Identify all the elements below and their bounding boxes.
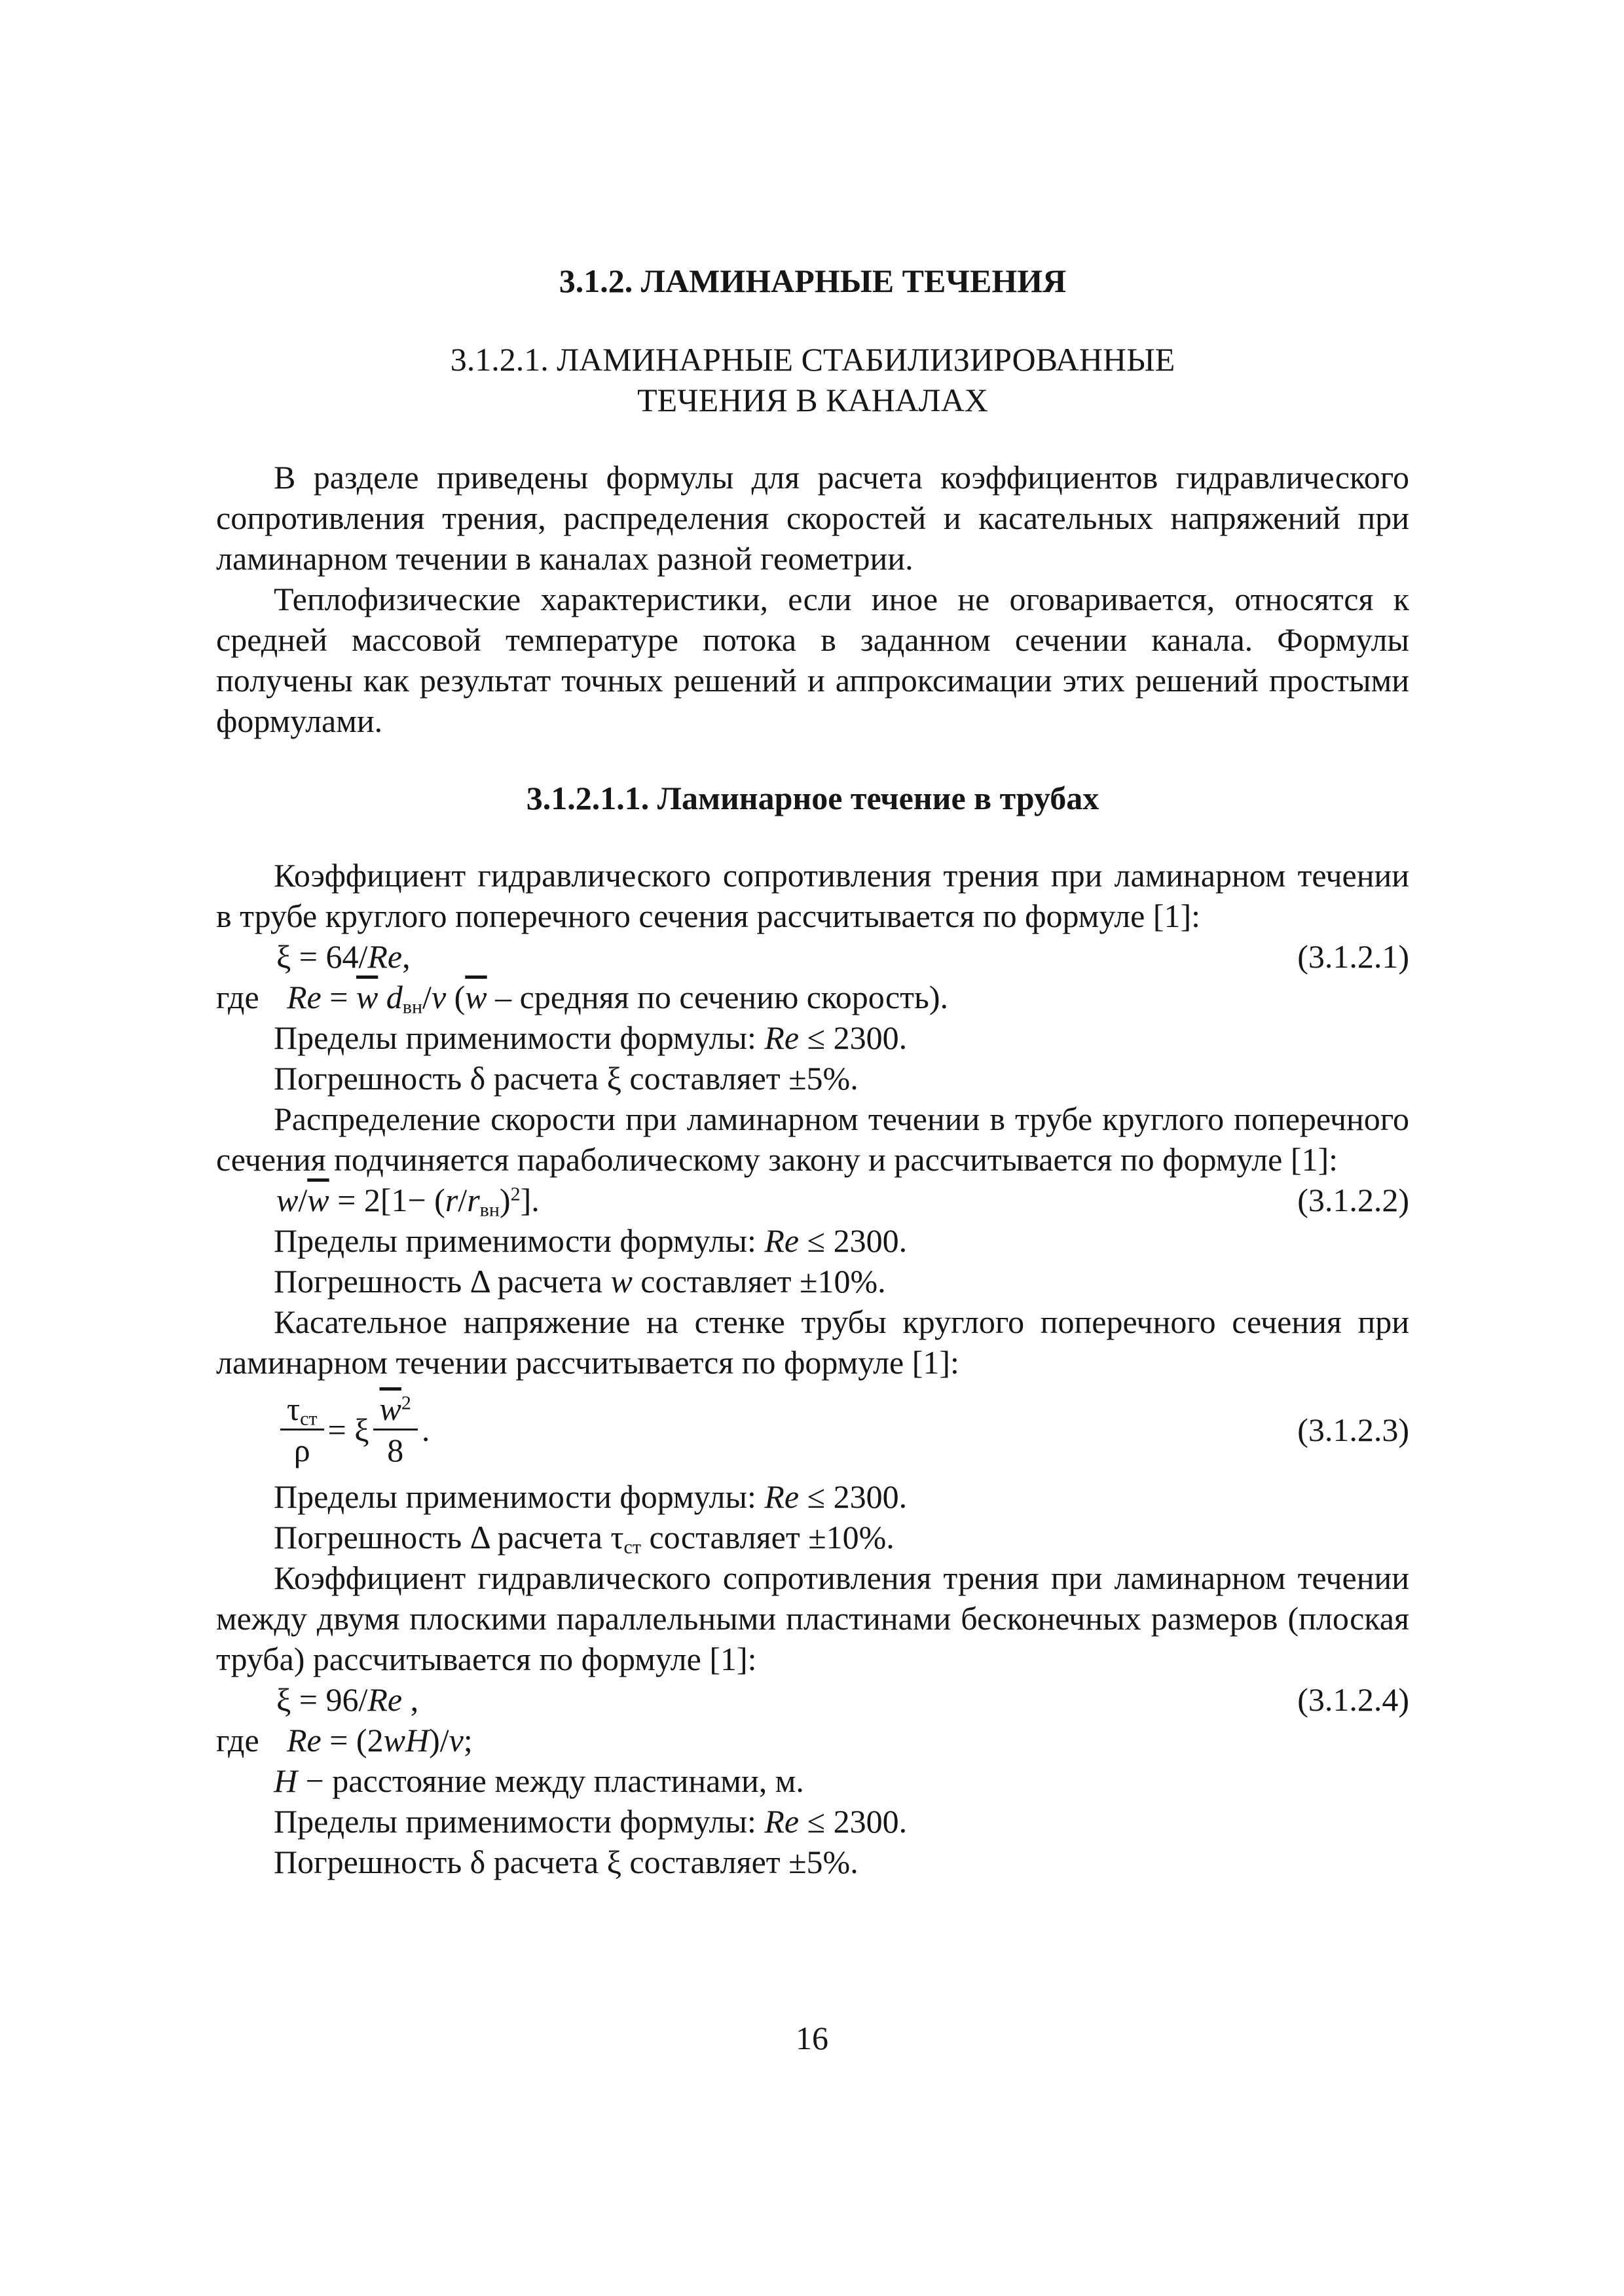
text-run: составляет ±10%.	[640, 1519, 895, 1556]
text-run: Касательное напряжение на стенке трубы круглого поперечного сечения при ламинарном течении рассчитывается по формуле [1]:	[216, 1303, 1409, 1381]
text-run: В разделе приведены формулы для расчета коэффициентов гидравлического сопротивления трения, распределения скоростей и касательных напряжений при ламинарном течении в каналах разной геометрии.	[216, 459, 1409, 577]
text-line	[216, 1842, 1409, 1882]
text-run: Коэффициент гидравлического сопротивления трения при ламинарном течении между двумя плоскими параллельными пластинами бесконечных размеров (плоская труба) рассчитывается по формуле [1]:	[216, 1559, 1409, 1677]
text-run: Пределы применимости формулы:	[274, 1222, 765, 1259]
text-run: 2	[401, 1392, 411, 1414]
text-run: ξ = 64/	[276, 938, 368, 975]
equation-expression	[276, 936, 411, 977]
paragraph	[216, 1302, 1409, 1383]
text-run: Re	[287, 979, 322, 1015]
text-run: $\overline{w}$	[465, 979, 487, 1015]
heading-line: ТЕЧЕНИЯ В КАНАЛАХ	[637, 382, 988, 418]
text-run: Погрешность δ расчета ξ составляет ±5%.	[274, 1060, 858, 1097]
text-run: ст	[300, 1408, 318, 1430]
paragraph	[216, 1558, 1409, 1679]
text-run: Теплофизические характеристики, если иное не оговаривается, относятся к средней массовой температуре потока в заданном сечении канала. Формулы получены как результат точных решений и аппроксимации этих решений простыми формулами.	[216, 581, 1409, 739]
text-run: Коэффициент гидравлического сопротивления трения при ламинарном течении в трубе круглого поперечного сечения рассчитывается по формуле [1]:	[216, 857, 1409, 934]
text-run: 2	[510, 1183, 521, 1205]
paragraph	[216, 457, 1409, 579]
text-line	[216, 1801, 1409, 1842]
text-run: 8	[387, 1432, 404, 1468]
equation-number: (3.1.2.1)	[1297, 938, 1409, 975]
text-run: $\overline{w}$	[379, 1391, 401, 1427]
paragraph	[216, 1099, 1409, 1180]
text-run: $\overline{w}$	[356, 979, 378, 1015]
fraction-denominator	[380, 1430, 410, 1468]
text-run: w	[276, 1182, 299, 1218]
text-run: Re	[367, 938, 403, 975]
equation-expression	[276, 1391, 430, 1468]
text-run: составляет ±10%.	[632, 1263, 886, 1300]
text-run: /	[298, 1182, 308, 1218]
section-heading: 3.1.2. ЛАМИНАРНЫЕ ТЕЧЕНИЯ	[559, 263, 1067, 299]
text-run: Пределы применимости формулы:	[274, 1803, 765, 1840]
text-run: ,	[402, 938, 411, 975]
text-run: − расстояние между пластинами, м.	[297, 1762, 804, 1799]
text-run: =	[321, 979, 356, 1015]
text-run: H	[405, 1722, 430, 1758]
text-run: ξ = 96/	[276, 1681, 368, 1718]
equation-number: (3.1.2.3)	[1297, 1411, 1409, 1448]
text-run: Погрешность Δ расчета	[274, 1263, 611, 1300]
text-run: Re	[764, 1478, 800, 1515]
text-run: (	[446, 979, 466, 1015]
fraction-numerator	[373, 1391, 418, 1430]
text-run: вн	[402, 996, 423, 1018]
fraction-denominator	[287, 1430, 317, 1468]
text-run: ≤ 2300.	[799, 1478, 908, 1515]
fraction-numerator	[280, 1391, 324, 1430]
text-run: Пределы применимости формулы:	[274, 1478, 765, 1515]
text-run: Re	[764, 1803, 800, 1840]
definition-line	[216, 1720, 1409, 1760]
text-run: $\overline{w}$	[307, 1182, 329, 1218]
text-run: ].	[520, 1182, 540, 1218]
section-heading: 3.1.2.1.1. Ламинарное течение в трубах	[526, 780, 1099, 816]
text-run: w	[383, 1722, 405, 1758]
text-run: ρ	[293, 1432, 310, 1468]
text-run: τ	[287, 1391, 301, 1427]
equation-expression	[276, 1679, 418, 1720]
text-run: Погрешность δ расчета ξ составляет ±5%.	[274, 1844, 858, 1880]
text-content	[216, 261, 1409, 1882]
text-run: r	[467, 1182, 480, 1218]
text-run: Re	[764, 1222, 800, 1259]
text-run: r	[445, 1182, 458, 1218]
text-run: Re	[367, 1681, 403, 1718]
definition-body	[287, 1720, 1409, 1760]
definition-line	[216, 977, 1409, 1017]
text-run: Распределение скорости при ламинарном течении в трубе круглого поперечного сечения подчиняется параболическому закону и рассчитывается по формуле [1]:	[216, 1101, 1409, 1178]
heading-line: 3.1.2.1. ЛАМИНАРНЫЕ СТАБИЛИЗИРОВАННЫЕ	[450, 341, 1175, 378]
text-run: ;	[463, 1722, 473, 1758]
text-line	[216, 1220, 1409, 1261]
fraction	[280, 1391, 324, 1468]
equation-expression	[276, 1180, 540, 1220]
equation-number: (3.1.2.2)	[1297, 1182, 1409, 1218]
text-run: ст	[623, 1536, 641, 1558]
text-run: = ξ	[327, 1411, 369, 1448]
definition-body	[287, 977, 1409, 1017]
text-line	[216, 1017, 1409, 1058]
equation	[216, 1679, 1409, 1720]
text-run: = 2[1− (	[329, 1182, 445, 1218]
text-run: .	[421, 1411, 430, 1448]
text-run: d	[386, 979, 403, 1015]
text-run: = (2	[321, 1722, 384, 1758]
paragraph	[216, 855, 1409, 936]
text-run: /	[458, 1182, 468, 1218]
where-label: где	[216, 1722, 259, 1758]
text-run	[378, 979, 386, 1015]
text-run: Re	[287, 1722, 322, 1758]
where-label: где	[216, 979, 259, 1015]
text-run: H	[274, 1762, 298, 1799]
equation	[216, 1180, 1409, 1220]
equation	[216, 936, 1409, 977]
text-run: ,	[402, 1681, 419, 1718]
text-run: )/	[429, 1722, 449, 1758]
section-heading	[216, 339, 1409, 420]
text-line	[216, 1476, 1409, 1517]
text-run: /	[422, 979, 432, 1015]
page-number: 16	[796, 2020, 828, 2056]
fraction	[373, 1391, 418, 1468]
text-run: ≤ 2300.	[799, 1019, 908, 1056]
text-line	[216, 1261, 1409, 1302]
text-line	[216, 1760, 1409, 1801]
text-run: w	[610, 1263, 633, 1300]
text-run: вн	[479, 1199, 500, 1221]
text-line	[216, 1058, 1409, 1099]
paragraph	[216, 579, 1409, 741]
text-run: ν	[449, 1722, 464, 1758]
text-run: – средняя по сечению скорость).	[487, 979, 948, 1015]
text-line	[216, 1517, 1409, 1558]
text-run: ≤ 2300.	[799, 1222, 908, 1259]
equation-number: (3.1.2.4)	[1297, 1681, 1409, 1718]
text-run: )	[499, 1182, 511, 1218]
text-run: Re	[764, 1019, 800, 1056]
text-run: Пределы применимости формулы:	[274, 1019, 765, 1056]
text-run: ≤ 2300.	[799, 1803, 908, 1840]
equation	[216, 1391, 1409, 1468]
text-run: ν	[431, 979, 447, 1015]
text-run: Погрешность Δ расчета τ	[274, 1519, 624, 1556]
